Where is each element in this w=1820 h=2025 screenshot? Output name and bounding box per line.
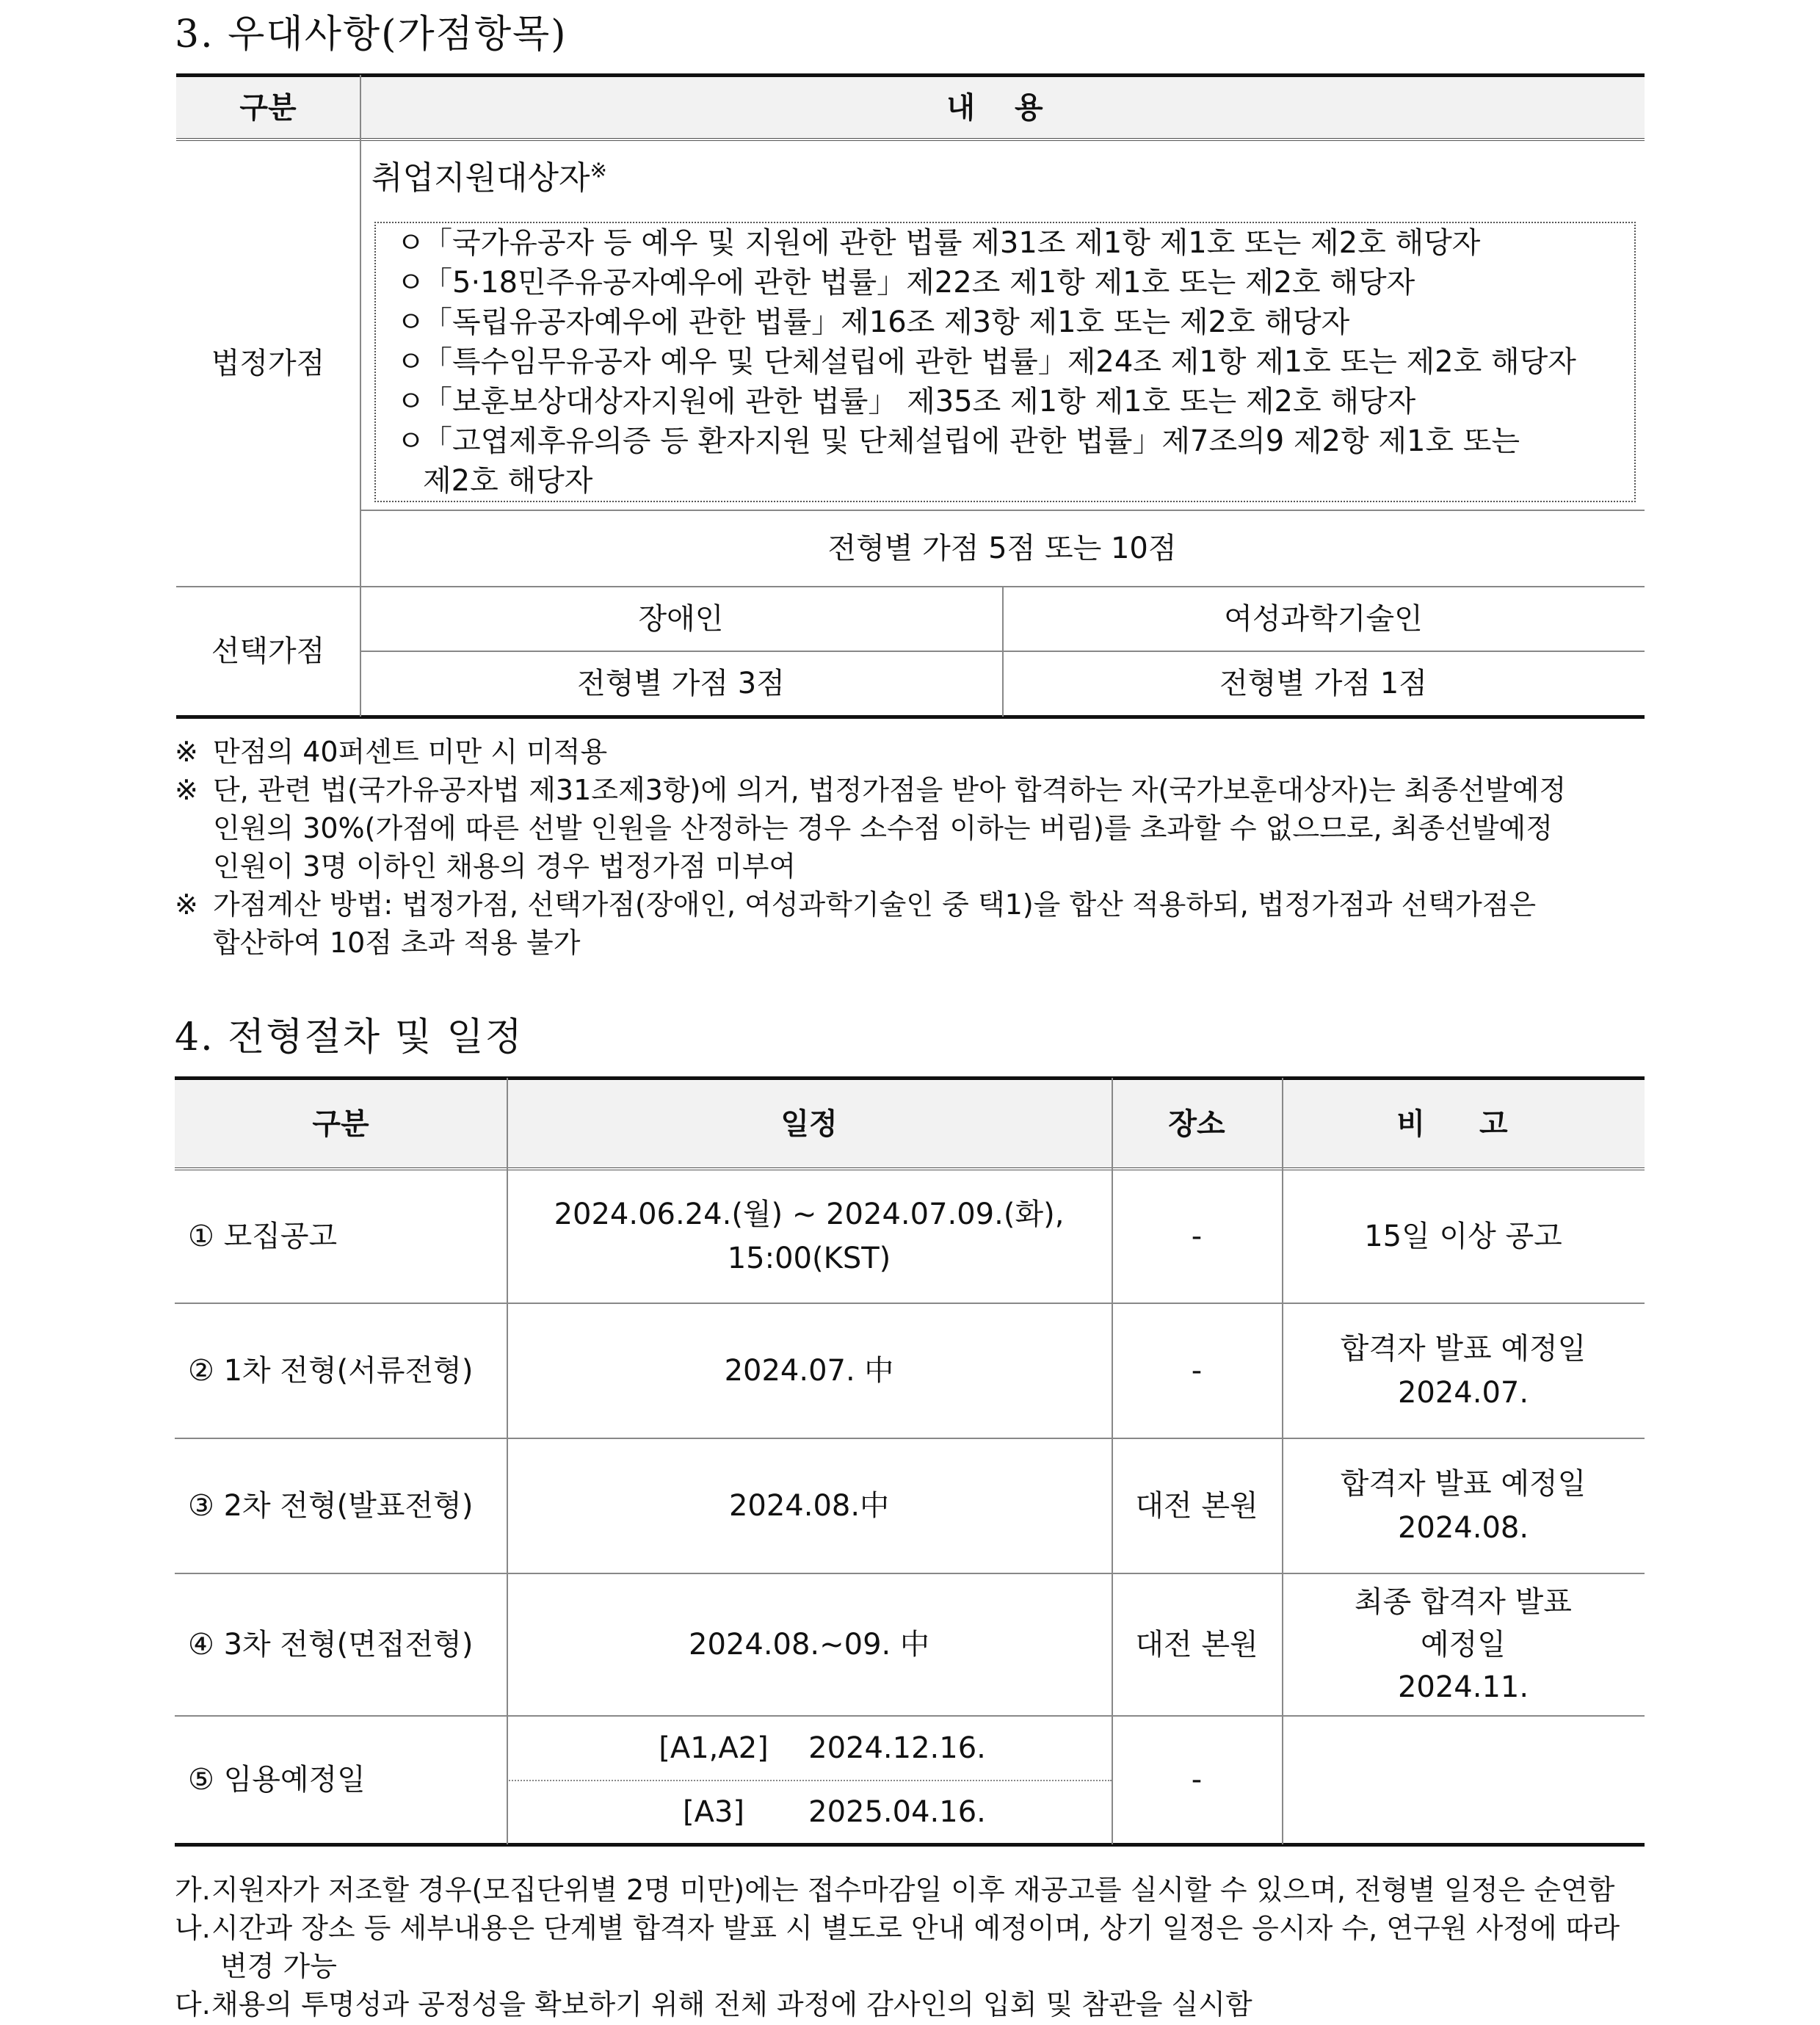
step-recruit-notice: ① 모집공고 [188, 1220, 338, 1253]
step-interview-screening: ④ 3차 전형(면접전형) [188, 1628, 474, 1662]
table4-header-schedule: 일정 [780, 1107, 838, 1141]
bullet-icon: ㅇ [396, 424, 425, 458]
note-text: 단, 관련 법(국가유공자법 제31조제3항)에 의거, 법정가점을 받아 합격하는 자(국가보훈대상자)는 최종선발예정 [213, 774, 1567, 806]
schedule-line: 15:00(KST) [727, 1242, 891, 1275]
note-line: 15일 이상 공고 [1364, 1220, 1562, 1253]
footnote-mark: 다. [175, 1988, 211, 2021]
note-line: 합격자 발표 예정일 [1340, 1467, 1587, 1501]
table4-header-place: 장소 [1168, 1107, 1225, 1141]
note-item [175, 733, 607, 771]
employment-support-target [371, 151, 607, 198]
note-cell [1282, 1439, 1645, 1573]
law-item [396, 303, 1349, 342]
place-cell: 대전 본원 [1135, 1489, 1258, 1523]
place-cell: - [1191, 1763, 1203, 1797]
target-label: 취업지원대상자 [371, 159, 590, 197]
optional-item-women-scientist: 여성과학기술인 [1224, 602, 1423, 636]
bullet-icon: ㅇ [396, 226, 425, 260]
note-cell [1282, 1717, 1645, 1843]
law-text: 「보훈보상대상자지원에 관한 법률」 제35조 제1항 제1호 또는 제2호 해당자 [423, 385, 1416, 419]
law-item [396, 263, 1415, 303]
section4-title: 4. 전형절차 및 일정 [175, 1015, 523, 1059]
law-continuation: 제2호 해당자 [423, 464, 593, 498]
law-text: 「독립유공자예우에 관한 법률」제16조 제3항 제1호 또는 제2호 해당자 [423, 305, 1350, 339]
note-line: 예정일 [1421, 1628, 1506, 1662]
law-text: 「5·18민주유공자예우에 관한 법률」제22조 제1항 제1호 또는 제2호 해당자 [423, 266, 1415, 300]
note-line: 2024.08. [1397, 1511, 1529, 1545]
note-cell [1282, 1170, 1645, 1303]
appointment-group: [A1,A2] [659, 1731, 769, 1765]
table4-header-step: 구분 [312, 1107, 369, 1141]
footnote-mark: 나. [175, 1912, 211, 1944]
footnote-text: 변경 가능 [220, 1950, 337, 1982]
note-text: 인원의 30%(가점에 따른 선발 인원을 산정하는 경우 소수점 이하는 버림)를 초과할 수 없으므로, 최종선발예정 [213, 812, 1553, 844]
footnote-mark: 가. [175, 1874, 211, 1906]
law-item [396, 421, 1520, 461]
appointment-group: [A3] [682, 1795, 745, 1829]
law-item [396, 342, 1576, 382]
step-document-screening: ② 1차 전형(서류전형) [188, 1354, 474, 1388]
note-line: 2024.11. [1397, 1670, 1529, 1704]
law-text: 「국가유공자 등 예우 및 지원에 관한 법률 제31조 제1항 제1호 또는 제2호 해당자 [423, 226, 1481, 260]
bullet-icon: ㅇ [396, 305, 425, 339]
footnote-text: 시간과 장소 등 세부내용은 단계별 합격자 발표 시 별도로 안내 예정이며, 상기 일정은 응시자 수, 연구원 사정에 따라 [211, 1912, 1620, 1944]
note-mark: ※ [175, 888, 198, 921]
place-cell: - [1191, 1354, 1203, 1388]
note-item [175, 771, 1566, 809]
optional-points-disabled: 전형별 가점 3점 [577, 667, 785, 700]
bullet-icon: ㅇ [396, 385, 425, 419]
schedule-cell [507, 1170, 1112, 1303]
note-text: 만점의 40퍼센트 미만 시 미적용 [213, 736, 608, 768]
schedule-line: 2024.06.24.(월) ~ 2024.07.09.(화), [554, 1198, 1065, 1231]
schedule-cell: 2024.08.中 [728, 1489, 890, 1523]
note-mark: ※ [175, 774, 198, 806]
target-mark: ※ [590, 158, 607, 183]
law-text: 「고엽제후유의증 등 환자지원 및 단체설립에 관한 법률」제7조의9 제2항 제1호 또는 [423, 424, 1520, 458]
table3-bottom-border [176, 715, 1645, 719]
appointment-date-row [507, 1717, 1112, 1780]
table4-bottom-border [175, 1843, 1645, 1847]
bullet-icon: ㅇ [396, 266, 425, 300]
optional-points-label: 선택가점 [211, 634, 325, 668]
place-cell: - [1191, 1220, 1203, 1253]
note-text: 가점계산 방법: 법정가점, 선택가점(장애인, 여성과학기술인 중 택1)을 합산 적용하되, 법정가점과 선택가점은 [213, 888, 1537, 921]
note-line: 2024.07. [1397, 1376, 1529, 1410]
schedule-cell: 2024.08.~09. 中 [689, 1628, 929, 1662]
appointment-date: 2025.04.16. [808, 1795, 986, 1829]
note-text: 합산하여 10점 초과 적용 불가 [213, 927, 581, 959]
footnote-item [175, 1985, 1252, 2024]
table4-top-border [175, 1076, 1645, 1080]
optional-item-disabled: 장애인 [638, 602, 724, 636]
law-item [396, 382, 1415, 421]
law-item [396, 223, 1480, 263]
table3-header-content: 내 용 [946, 91, 1058, 125]
step-appointment-date: ⑤ 임용예정일 [188, 1763, 366, 1797]
note-text: 인원이 3명 이하인 채용의 경우 법정가점 미부여 [213, 850, 797, 883]
table4-header-note: 비 고 [1396, 1107, 1530, 1141]
note-cell [1282, 1304, 1645, 1438]
section3-title: 3. 우대사항(가점항목) [175, 12, 568, 57]
table3-header-category: 구분 [239, 91, 297, 125]
footnote-text: 지원자가 저조할 경우(모집단위별 2명 미만)에는 접수마감일 이후 재공고를 실시할 수 있으며, 전형별 일정은 순연함 [211, 1874, 1615, 1906]
step-presentation-screening: ③ 2차 전형(발표전형) [188, 1489, 474, 1523]
schedule-cell: 2024.07. 中 [724, 1354, 894, 1388]
place-cell: 대전 본원 [1135, 1628, 1258, 1662]
optional-points-women-scientist: 전형별 가점 1점 [1219, 667, 1427, 700]
appointment-date-row [507, 1781, 1112, 1843]
law-text: 「특수임무유공자 예우 및 단체설립에 관한 법률」제24조 제1항 제1호 또는 제2호 해당자 [423, 345, 1576, 379]
note-cell [1282, 1574, 1645, 1715]
bullet-icon: ㅇ [396, 345, 425, 379]
footnote-item [175, 1909, 1620, 1947]
note-line: 최종 합격자 발표 [1355, 1585, 1572, 1619]
note-mark: ※ [175, 736, 198, 768]
legal-points-value: 전형별 가점 5점 또는 10점 [827, 532, 1177, 565]
footnote-text: 채용의 투명성과 공정성을 확보하기 위해 전체 과정에 감사인의 입회 및 참관을 실시함 [211, 1988, 1252, 2021]
appointment-date: 2024.12.16. [808, 1731, 986, 1765]
note-item [175, 885, 1536, 924]
footnote-item [175, 1871, 1615, 1909]
note-line: 합격자 발표 예정일 [1340, 1332, 1587, 1366]
legal-points-label: 법정가점 [211, 347, 325, 380]
